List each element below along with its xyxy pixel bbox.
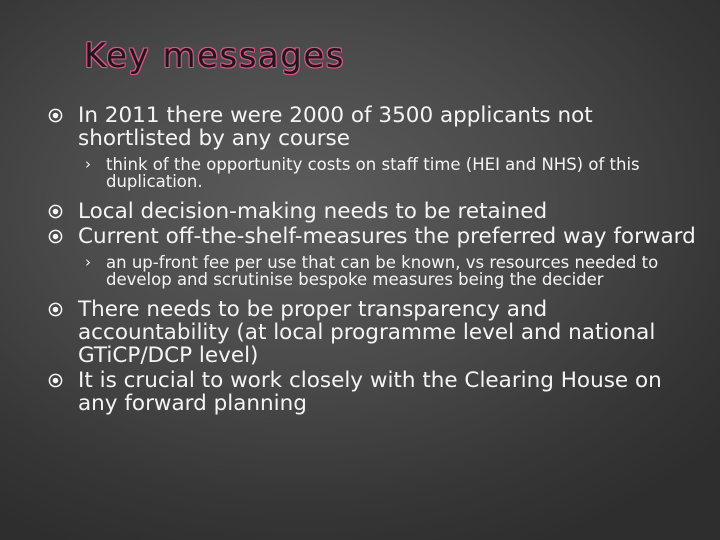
bullet-text: It is crucial to work closely with the Clearing House on any forward planning [78,368,662,416]
target-bullet-icon [48,108,63,123]
bullet-text: There needs to be proper transparency and accountability (at local programme level and national GTiCP/DCP level) [78,297,656,368]
bullet-item-1 [48,104,698,150]
bullet-item-3 [48,225,698,248]
target-bullet-icon [48,204,63,219]
slide-title: Key messages [84,36,345,76]
target-bullet-icon [48,229,63,244]
sub-bullet-item-2 [48,254,698,288]
target-bullet-icon [48,302,63,317]
chevron-bullet-icon: › [85,253,91,271]
bullet-text: In 2011 there were 2000 of 3500 applicants not shortlisted by any course [78,103,593,151]
bullet-item-2 [48,200,698,223]
bullet-item-4 [48,298,698,367]
sub-bullet-text: an up-front fee per use that can be known, vs resources needed to develop and scrutinise bespoke measures being the decider [106,253,659,289]
bullet-list [48,104,698,415]
bullet-text: Current off-the-shelf-measures the preferred way forward [78,224,696,249]
chevron-bullet-icon: › [85,155,91,173]
sub-bullet-text: think of the opportunity costs on staff time (HEI and NHS) of this duplication. [106,155,640,191]
sub-bullet-item-1 [48,156,698,190]
bullet-item-5 [48,369,698,415]
bullet-text: Local decision-making needs to be retained [78,199,548,224]
target-bullet-icon [48,373,63,388]
